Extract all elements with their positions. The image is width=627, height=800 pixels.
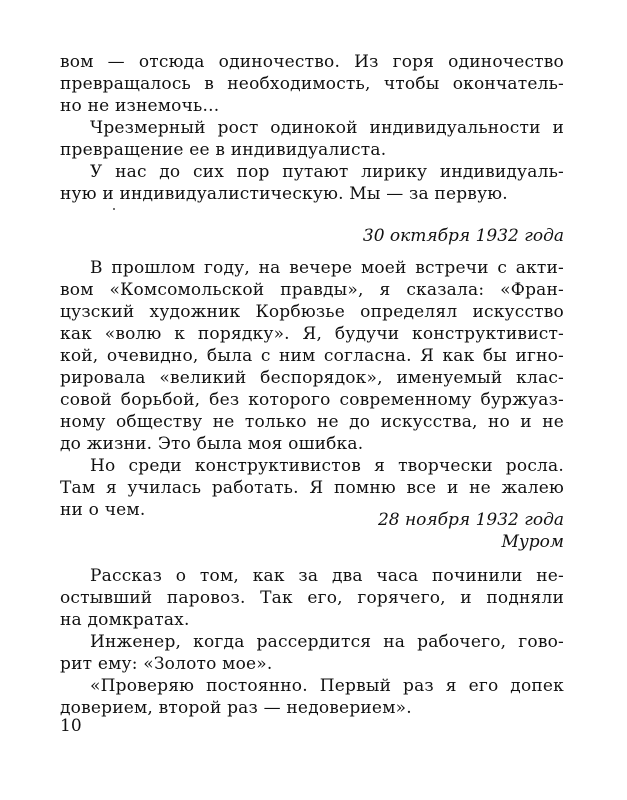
text-line: Инженер, когда рассердится на рабочего, гово- [90, 632, 564, 652]
entry-date: 28 ноября 1932 года [377, 510, 564, 530]
text-line: Чрезмерный рост одинокой индивидуальности и [90, 118, 564, 138]
text-line: Рассказ о том, как за два часа починили не- [90, 566, 564, 586]
text-line: рит ему: «Золото мое». [60, 654, 273, 674]
text-line: В прошлом году, на вечере моей встречи с акти- [90, 258, 564, 278]
text-line: Но среди конструктивистов я творчески росла. [90, 456, 564, 476]
text-line: как «волю к порядку». Я, будучи конструктивист- [60, 324, 564, 344]
text-line: кой, очевидно, была с ним согласна. Я как бы игно- [60, 346, 564, 366]
text-line: совой борьбой, без которого современному буржуаз- [60, 390, 564, 410]
text-line: превращалось в необходимость, чтобы окончатель- [60, 74, 564, 94]
print-speck [113, 208, 115, 210]
text-line: ному обществу не только не до искусства, но и не [60, 412, 564, 432]
text-line: вом «Комсомольской правды», я сказала: «Фран- [60, 280, 564, 300]
text-line: но не изнемочь... [60, 96, 220, 116]
text-line: Там я училась работать. Я помню все и не жалею [60, 478, 564, 498]
entry-date: 30 октября 1932 года [362, 226, 564, 246]
entry-place: Муром [501, 532, 564, 552]
text-line: вом — отсюда одиночество. Из горя одиночество [60, 52, 564, 72]
page-number: 10 [60, 716, 82, 736]
text-line: ную и индивидуалистическую. Мы — за первую. [60, 184, 508, 204]
text-line: рировала «великий беспорядок», именуемый клас- [60, 368, 564, 388]
text-line: У нас до сих пор путают лирику индивидуаль- [90, 162, 564, 182]
text-line: до жизни. Это была моя ошибка. [60, 434, 364, 454]
text-line: «Проверяю постоянно. Первый раз я его допек [90, 676, 564, 696]
text-line: доверием, второй раз — недоверием». [60, 698, 412, 718]
text-line: превращение ее в индивидуалиста. [60, 140, 387, 160]
text-line: на домкратах. [60, 610, 190, 630]
text-line: ни о чем. [60, 500, 146, 520]
text-line: остывший паровоз. Так его, горячего, и подняли [60, 588, 564, 608]
text-line: цузский художник Корбюзье определял искусство [60, 302, 564, 322]
